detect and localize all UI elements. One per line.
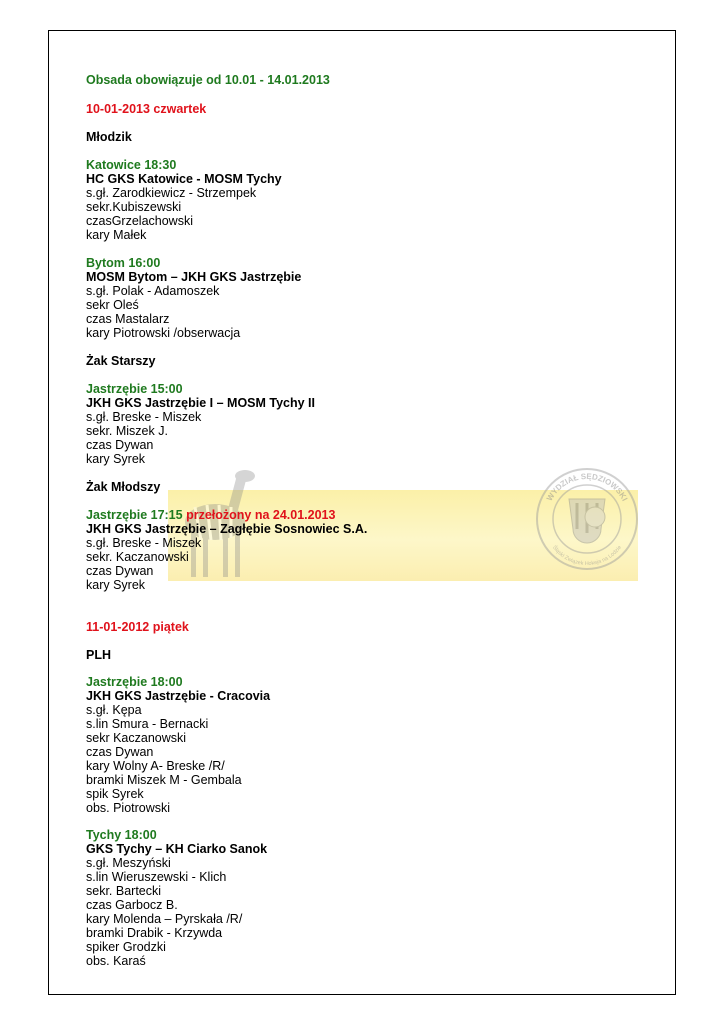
official-line: czas Dywan <box>86 745 154 759</box>
official-line: kary Syrek <box>86 452 146 466</box>
official-line: spik Syrek <box>86 787 144 801</box>
official-line: s.gł. Polak - Adamoszek <box>86 284 220 298</box>
official-line: kary Piotrowski /obserwacja <box>86 326 241 340</box>
official-line: sekr.Kubiszewski <box>86 200 182 214</box>
official-line: czas Dywan <box>86 564 154 578</box>
match-place: Jastrzębie 17:15 <box>86 508 183 522</box>
day2-date: 11-01-2012 piątek <box>86 620 189 634</box>
svg-text:Śląski Związek Hokeja na Lodzi: Śląski Związek Hokeja na Lodzie <box>550 544 624 568</box>
referee-department-seal <box>533 465 641 573</box>
official-line: kary Syrek <box>86 578 146 592</box>
official-line: sekr Kaczanowski <box>86 731 187 745</box>
official-line: czas Garbocz B. <box>86 898 178 912</box>
official-line: s.lin Wieruszewski - Klich <box>86 870 227 884</box>
official-line: czas Mastalarz <box>86 312 170 326</box>
match-place: Katowice 18:30 <box>86 158 177 172</box>
official-line: bramki Miszek M - Gembala <box>86 773 242 787</box>
match-place: Bytom 16:00 <box>86 256 161 270</box>
category-mlodzik: Młodzik <box>86 130 132 144</box>
official-line: czas Dywan <box>86 438 154 452</box>
validity-header: Obsada obowiązuje od 10.01 - 14.01.2013 <box>86 73 330 87</box>
match-teams: GKS Tychy – KH Ciarko Sanok <box>86 842 268 856</box>
match-teams: JKH GKS Jastrzębie I – MOSM Tychy II <box>86 396 316 410</box>
official-line: s.gł. Kępa <box>86 703 142 717</box>
match-teams: JKH GKS Jastrzębie – Zagłębie Sosnowiec S.A. <box>86 522 368 536</box>
official-line: kary Małek <box>86 228 147 242</box>
official-line: sekr. Kaczanowski <box>86 550 189 564</box>
day1-date: 10-01-2013 czwartek <box>86 102 207 116</box>
category-zak-starszy: Żak Starszy <box>86 354 156 368</box>
official-line: bramki Drabik - Krzywda <box>86 926 223 940</box>
official-line: s.lin Smura - Bernacki <box>86 717 209 731</box>
match-place: Tychy 18:00 <box>86 828 157 842</box>
official-line: sekr. Bartecki <box>86 884 162 898</box>
match-teams: MOSM Bytom – JKH GKS Jastrzębie <box>86 270 302 284</box>
official-line: spiker Grodzki <box>86 940 166 954</box>
svg-text:WYDZIAŁ SĘDZIOWSKI: WYDZIAŁ SĘDZIOWSKI <box>544 471 630 503</box>
official-line: sekr Oleś <box>86 298 139 312</box>
postponed-note: przełożony na 24.01.2013 <box>182 508 336 522</box>
official-line: obs. Karaś <box>86 954 146 968</box>
official-line: sekr. Miszek J. <box>86 424 168 438</box>
match-place-postponed <box>86 508 335 522</box>
match-teams: JKH GKS Jastrzębie - Cracovia <box>86 689 271 703</box>
official-line: s.gł. Zarodkiewicz - Strzempek <box>86 186 257 200</box>
official-line: s.gł. Breske - Miszek <box>86 536 202 550</box>
official-line: s.gł. Meszyński <box>86 856 171 870</box>
match-teams: HC GKS Katowice - MOSM Tychy <box>86 172 282 186</box>
official-line: czasGrzelachowski <box>86 214 193 228</box>
official-line: s.gł. Breske - Miszek <box>86 410 202 424</box>
official-line: kary Molenda – Pyrskała /R/ <box>86 912 243 926</box>
match-place: Jastrzębie 18:00 <box>86 675 183 689</box>
category-plh: PLH <box>86 648 111 662</box>
category-zak-mlodszy: Żak Młodszy <box>86 480 161 494</box>
match-place: Jastrzębie 15:00 <box>86 382 183 396</box>
official-line: obs. Piotrowski <box>86 801 171 815</box>
official-line: kary Wolny A- Breske /R/ <box>86 759 225 773</box>
